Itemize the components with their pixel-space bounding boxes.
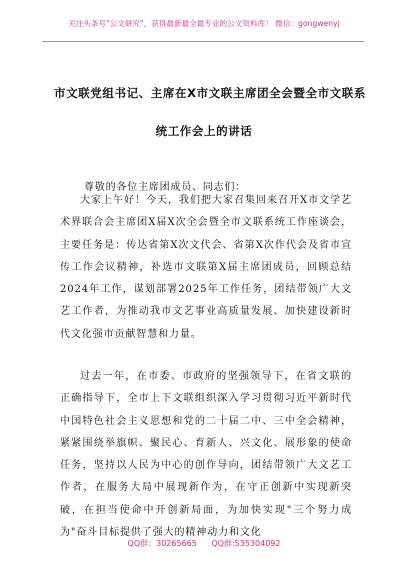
document-title-line-1: 市文联党组书记、主席在X市文联主席团全会暨全市文联系 [54, 86, 366, 100]
footer-qq-group-1: QQ群：30265665 [127, 539, 197, 548]
footer-contact [0, 538, 408, 549]
header-divider [42, 41, 364, 42]
header-banner: 关注头条号"公文研究"，获得最新最全最专业的公文资料库！ 微信：gongwenyj [68, 19, 340, 28]
document-title-line-2: 统工作会上的讲话 [155, 124, 253, 138]
salutation: 尊敬的各位主席团成员、同志们： [84, 182, 246, 193]
footer-qq-group-2: QQ群:535304092 [211, 539, 281, 548]
paragraph-review: 过去一年，在市委、市政府的坚强领导下，在省文联的正确指导下，全市上下文联组织深入学习贯彻习近平新时代中国特色社会主义思想和党的二十届二中、三中全会精神，紧紧围绕举旗帜、聚民心、育新人、兴文化、展形象的使命任务，坚持以人民为中心的创作导向，团结带领广大文艺工作者，在服务大局中展现新作为，在守正创新中实现新突破，在担当使命中开创新局面，为加快实现"三个努力成为"奋斗目标提供了强大的精神动力和文化 [60, 371, 352, 539]
paragraph-opening: 大家上午好！今天，我们把大家召集回来召开X市文学艺术界联合会主席团X届X次全会暨全市文联系统工作座谈会，主要任务是：传达省第X次文代会、省第X次作代会及省市宣传工作会议精神，补选市文联第X届主席团成员，回顾总结2024年工作，谋划部署2025年工作任务，团结带领广大文艺工作者，为推动我市文艺事业高质量发展、加快建设新时代文化强市贡献智慧和力量。 [60, 195, 352, 340]
